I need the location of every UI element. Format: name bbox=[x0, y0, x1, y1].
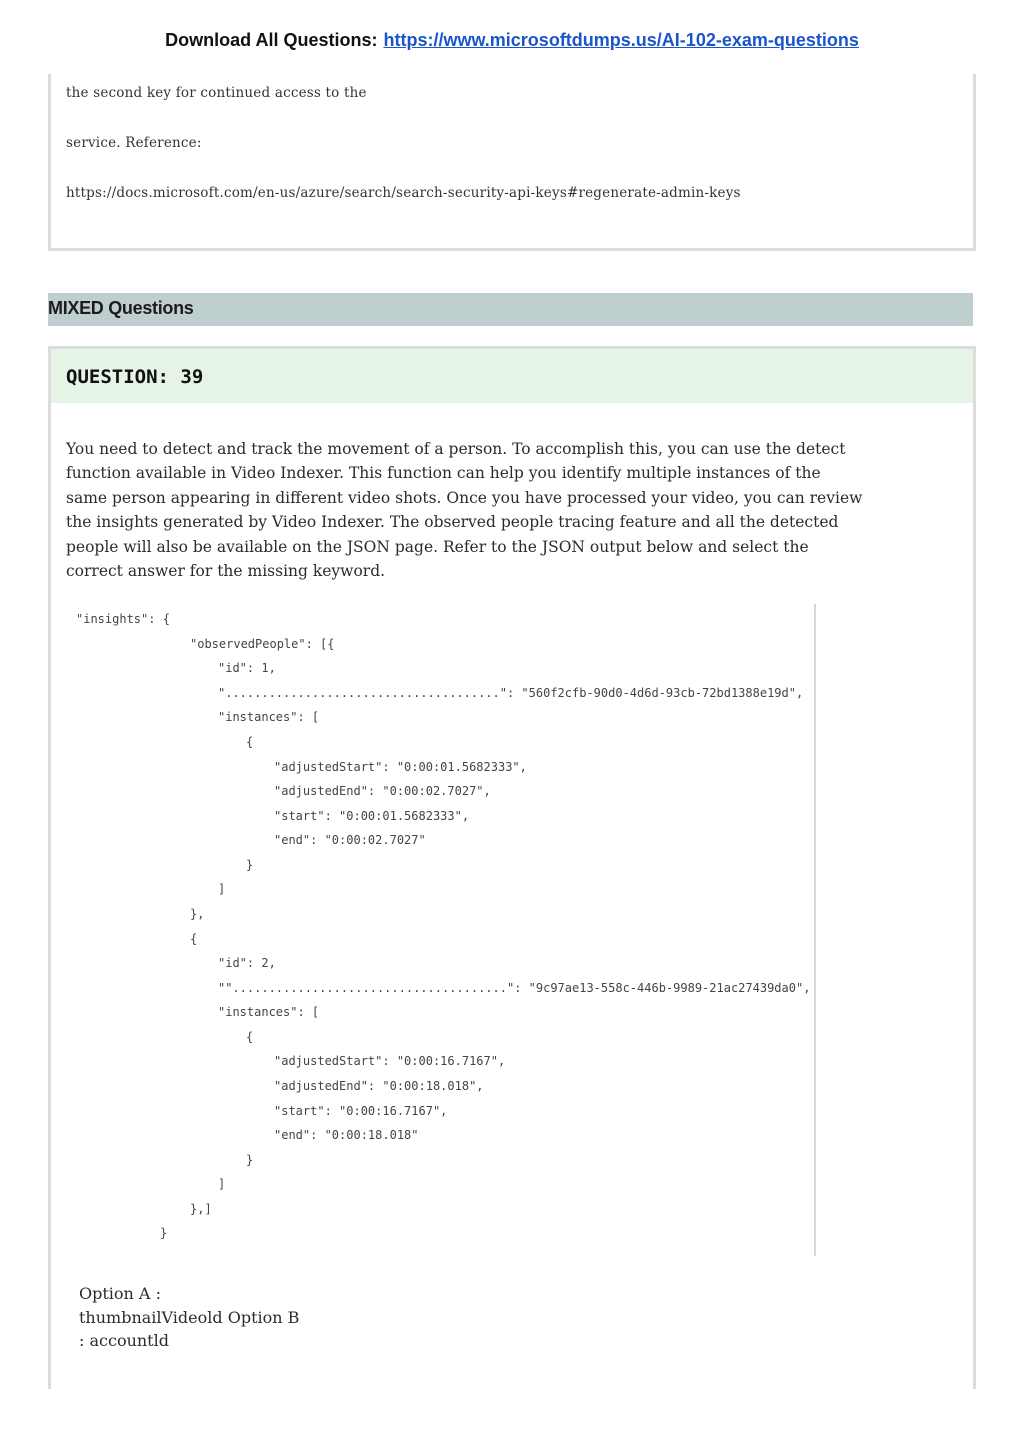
code-line: "end": "0:00:02.7027" bbox=[274, 833, 426, 847]
reference-url: https://docs.microsoft.com/en-us/azure/search/search-security-api-keys#regenerate-admin-keys bbox=[66, 185, 741, 201]
code-line: "adjustedEnd": "0:00:18.018", bbox=[274, 1079, 484, 1093]
question-title: QUESTION: 39 bbox=[66, 366, 204, 388]
code-line: "adjustedStart": "0:00:01.5682333", bbox=[274, 760, 527, 774]
code-line: "start": "0:00:16.7167", bbox=[274, 1104, 448, 1118]
code-line: } bbox=[246, 858, 254, 872]
option-line: thumbnailVideold Option B bbox=[79, 1307, 300, 1327]
code-line: "instances": [ bbox=[218, 710, 320, 724]
question-header bbox=[51, 349, 973, 403]
code-line: } bbox=[246, 1153, 254, 1167]
previous-answer-line: the second key for continued access to the bbox=[66, 85, 367, 101]
code-line: { bbox=[190, 932, 198, 946]
code-line: "end": "0:00:18.018" bbox=[274, 1128, 419, 1142]
code-line: ] bbox=[218, 882, 226, 896]
question-text-line: people will also be available on the JSON page. Refer to the JSON output below and select the bbox=[66, 537, 809, 556]
code-line: "adjustedStart": "0:00:16.7167", bbox=[274, 1054, 506, 1068]
question-text-line: correct answer for the missing keyword. bbox=[66, 562, 386, 581]
header-prefix: Download All Questions: bbox=[165, 30, 378, 50]
code-line: { bbox=[246, 735, 254, 749]
code-line: "start": "0:00:01.5682333", bbox=[274, 809, 470, 823]
option-line: : accountld bbox=[79, 1331, 169, 1350]
question-text-line: the insights generated by Video Indexer. The observed people tracing feature and all the detected bbox=[66, 513, 839, 532]
previous-answer-line: service. Reference: bbox=[66, 135, 202, 151]
code-line: ] bbox=[218, 1177, 226, 1191]
question-text-line: same person appearing in different video shots. Once you have processed your video, you can review bbox=[66, 488, 863, 507]
question-text bbox=[66, 437, 966, 583]
question-text-line: function available in Video Indexer. This function can help you identify multiple instances of the bbox=[66, 464, 821, 483]
answer-options bbox=[79, 1282, 299, 1353]
code-line: ""......................................": "9c97ae13-558c-446b-9989-21ac27439da0", bbox=[218, 981, 811, 995]
code-line: "adjustedEnd": "0:00:02.7027", bbox=[274, 784, 491, 798]
code-line: } bbox=[160, 1226, 168, 1240]
code-line: "observedPeople": [{ bbox=[190, 637, 335, 651]
json-code-image bbox=[62, 604, 816, 1256]
code-line: "insights": { bbox=[76, 612, 170, 626]
download-header bbox=[0, 30, 1024, 51]
question-text-line: You need to detect and track the movement of a person. To accomplish this, you can use the detect bbox=[66, 440, 846, 458]
code-line: { bbox=[246, 1030, 254, 1044]
code-line: "id": 1, bbox=[218, 661, 276, 675]
code-line: "id": 2, bbox=[218, 956, 276, 970]
section-title: MIXED Questions bbox=[48, 298, 194, 318]
option-line: Option A : bbox=[79, 1284, 161, 1303]
code-line: "......................................": "560f2cfb-90d0-4d6d-93cb-72bd1388e19d", bbox=[218, 686, 804, 700]
code-line: }, bbox=[190, 907, 205, 921]
section-header bbox=[48, 293, 973, 326]
code-line: "instances": [ bbox=[218, 1005, 320, 1019]
download-link[interactable]: https://www.microsoftdumps.us/AI-102-exam-questions bbox=[383, 30, 859, 50]
code-line: },] bbox=[190, 1202, 212, 1216]
